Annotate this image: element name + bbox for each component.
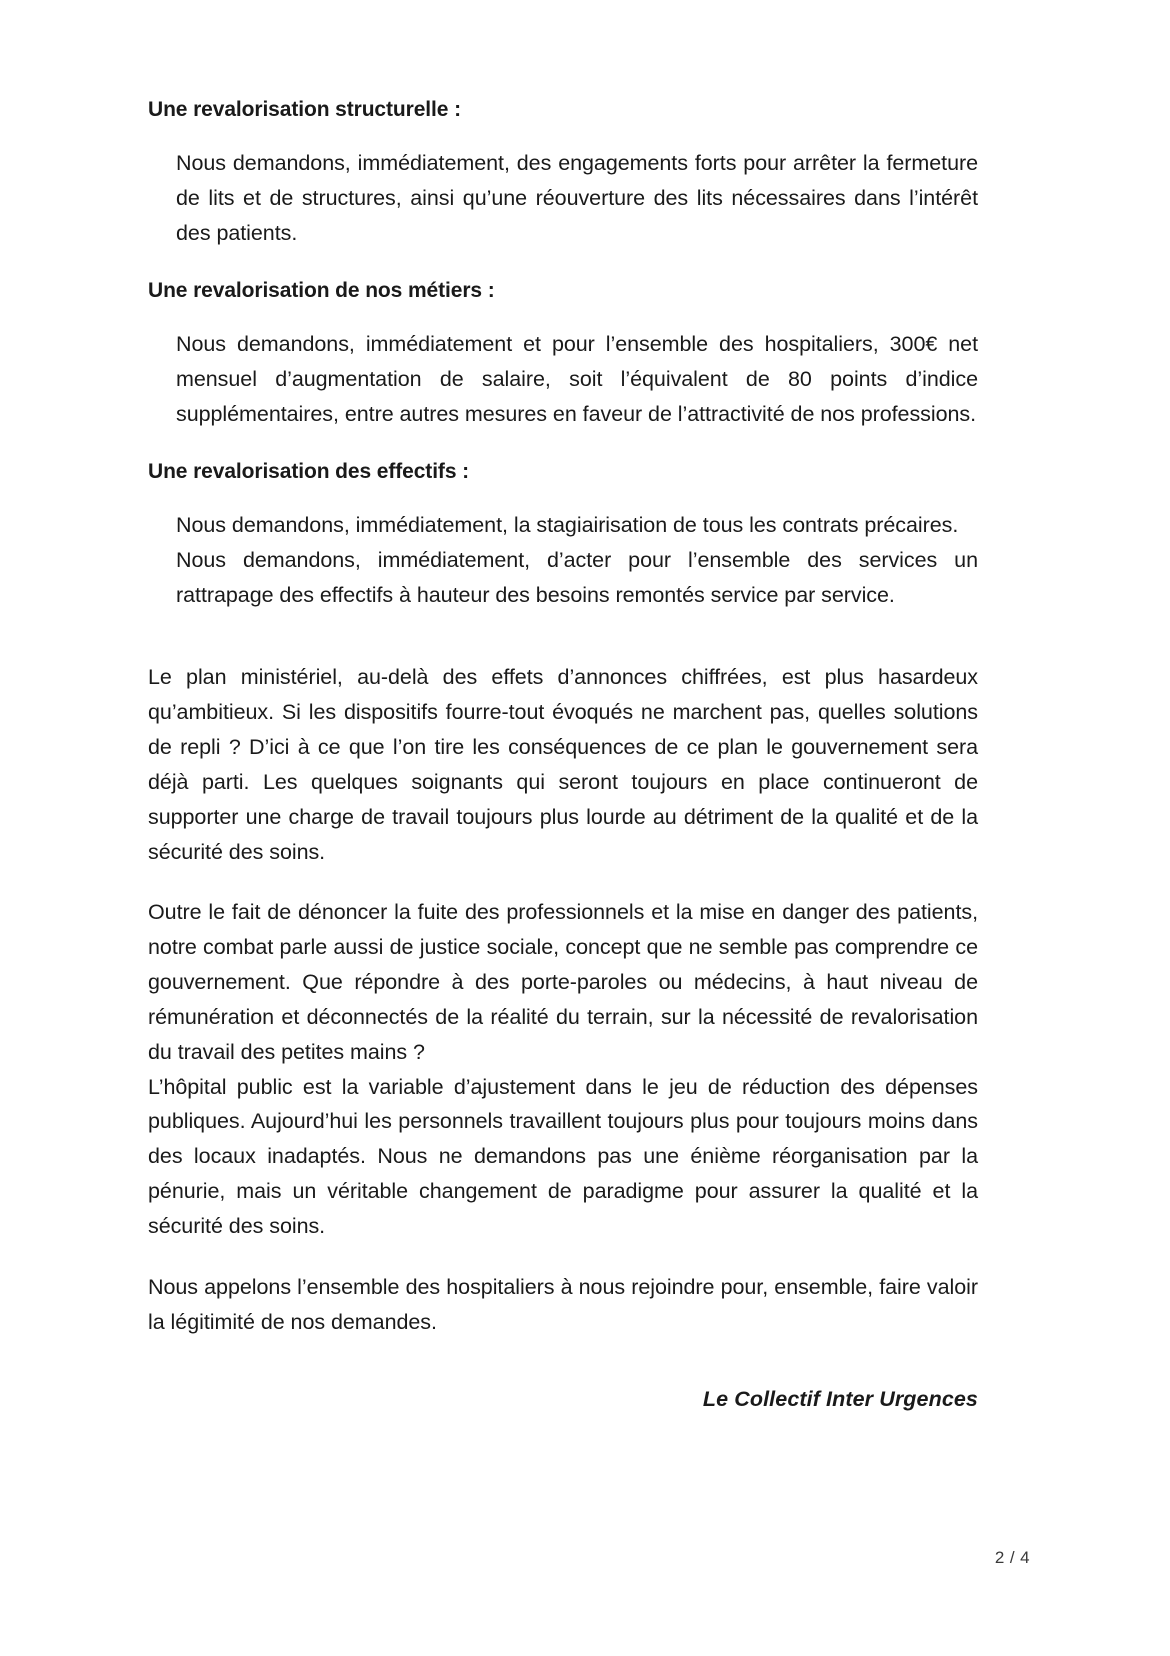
body-paragraph-justice-sociale: Outre le fait de dénoncer la fuite des professionnels et la mise en danger des patients, notre combat parle aussi de justice sociale, concept que ne semble pas comprendre ce gouvernement. Que répondre à des porte-paroles ou médecins, à haut niveau de rémunération et déconnectés de la réalité du terrain, sur la nécessité de revalorisation du travail des petites mains ?	[148, 900, 978, 1064]
signature-collectif-inter-urgences: Le Collectif Inter Urgences	[702, 1387, 978, 1412]
demand-paragraph: Nous demandons, immédiatement et pour l’ensemble des hospitaliers, 300€ net mensuel d’augmentation de salaire, soit l’équivalent de 80 points d’indice supplémentaires, entre autres mesures en faveur de l’attractivité de nos professions.	[176, 332, 978, 426]
body-paragraph-hopital-public: L’hôpital public est la variable d’ajustement dans le jeu de réduction des dépenses publiques. Aujourd’hui les personnels travaillent toujours plus pour toujours moins dans des locaux inadaptés. Nous ne demandons pas une énième réorganisation par la pénurie, mais un véritable changement de paradigme pour assurer la qualité et la sécurité des soins.	[148, 1074, 978, 1238]
section-heading-structurelle: Une revalorisation structurelle :	[148, 98, 461, 121]
demand-block-structurelle	[176, 146, 978, 250]
document-content	[148, 96, 978, 1412]
demand-block-metiers	[176, 327, 978, 431]
section-heading-effectifs: Une revalorisation des effectifs :	[148, 459, 470, 483]
block-spacer	[148, 638, 978, 660]
demand-paragraph: Nous demandons, immédiatement, des engagements forts pour arrêter la fermeture de lits et de structures, ainsi qu’une réouverture des lits nécessaires dans l’intérêt des patients.	[176, 151, 978, 245]
body-paragraph-appel: Nous appelons l’ensemble des hospitaliers à nous rejoindre pour, ensemble, faire valoir la légitimité de nos demandes.	[148, 1274, 978, 1334]
section-heading-metiers: Une revalorisation de nos métiers :	[148, 278, 495, 302]
demand-paragraph: Nous demandons, immédiatement, la stagiairisation de tous les contrats précaires.	[176, 513, 959, 537]
demand-block-effectifs	[176, 508, 978, 612]
body-paragraph-plan-ministeriel: Le plan ministériel, au-delà des effets d’annonces chiffrées, est plus hasardeux qu’ambitieux. Si les dispositifs fourre-tout évoqués ne marchent pas, quelles solutions de repli ? D’ici à ce que l’on tire les conséquences de ce plan le gouvernement sera déjà parti. Les quelques soignants qui seront toujours en place continueront de supporter une charge de travail toujours plus lourde au détriment de la qualité et de la sécurité des soins.	[148, 665, 978, 864]
demand-paragraph: Nous demandons, immédiatement, d’acter pour l’ensemble des services un rattrapage des effectifs à hauteur des besoins remontés service par service.	[176, 547, 978, 607]
page-number: 2 / 4	[994, 1548, 1030, 1567]
